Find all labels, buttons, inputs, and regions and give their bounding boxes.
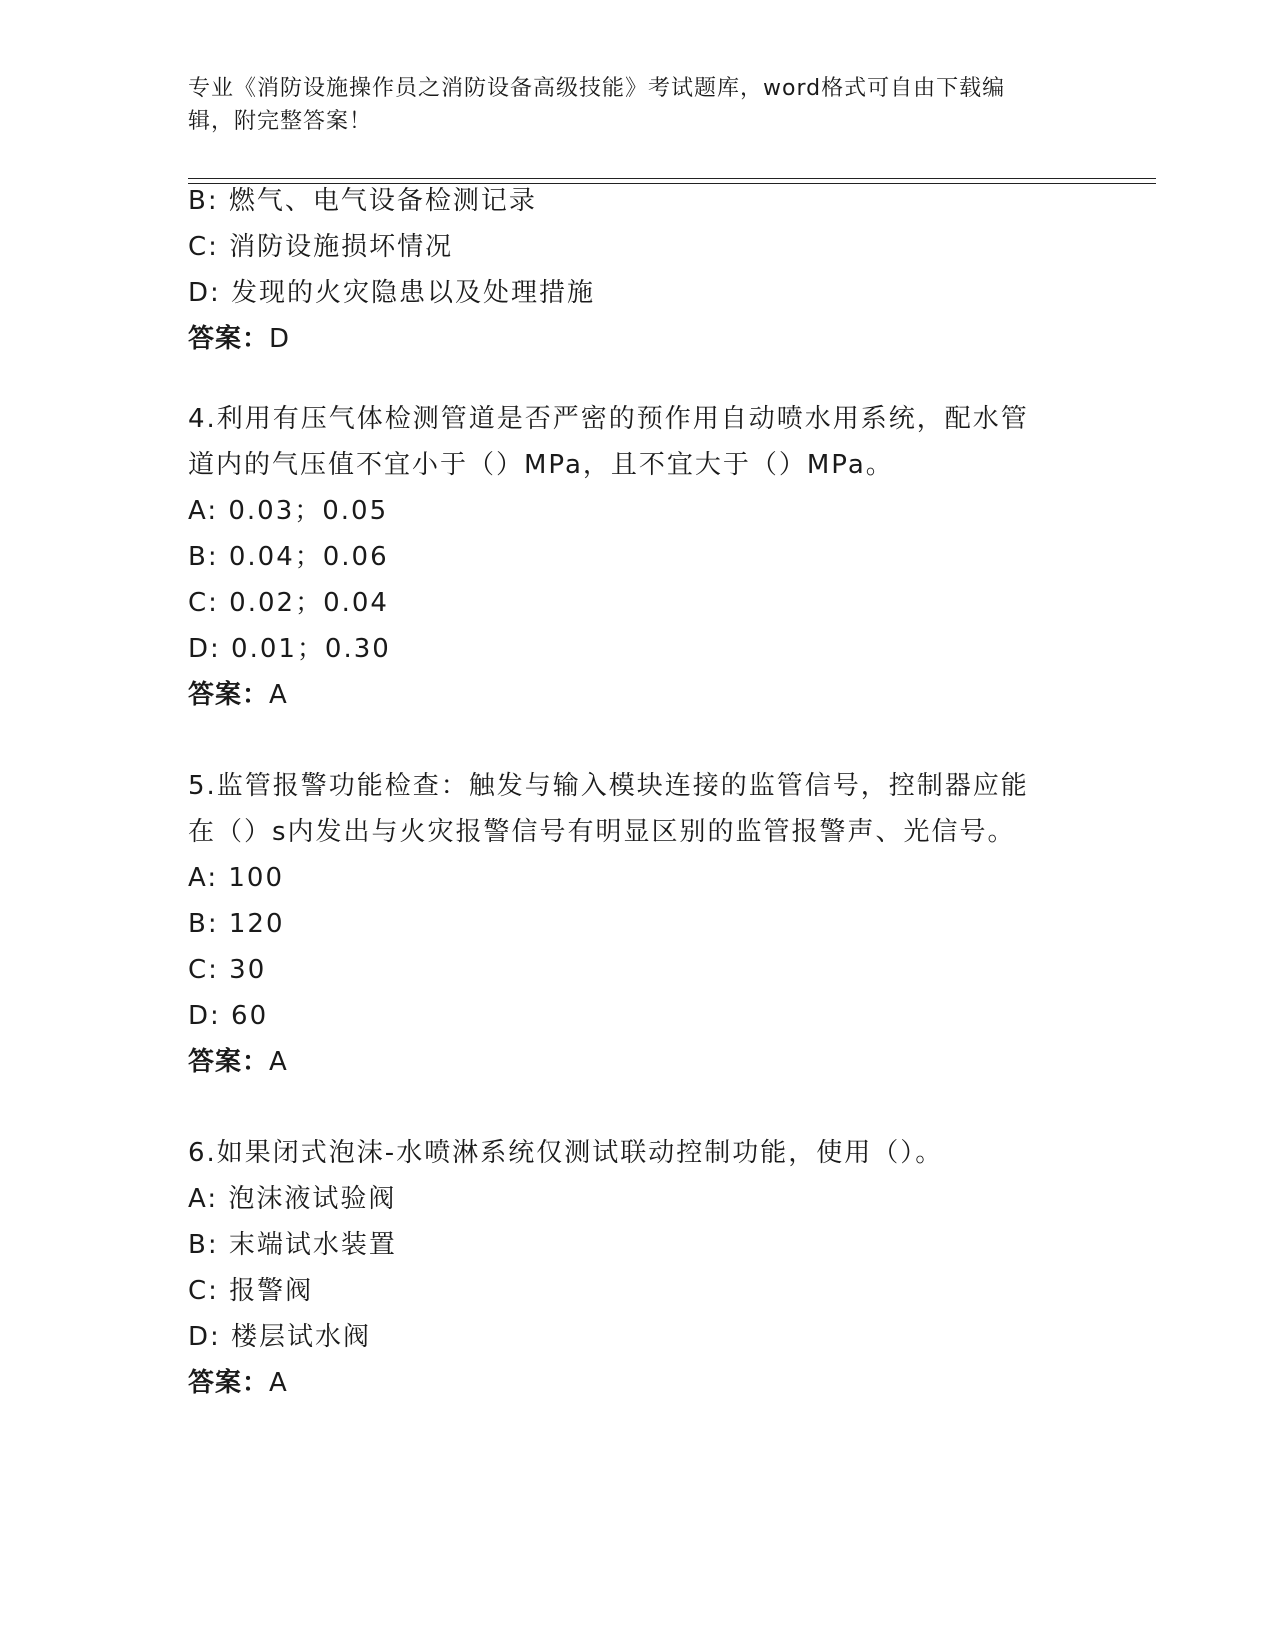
option-d: D: 楼层试水阀 <box>188 1322 372 1352</box>
question-6 <box>188 1130 1088 1406</box>
option-d: D: 0.01；0.30 <box>188 634 391 664</box>
answer <box>188 672 1088 718</box>
answer <box>188 1360 1088 1406</box>
option-d: D: 发现的火灾隐患以及处理措施 <box>188 278 596 308</box>
answer-label: 答案： <box>188 1047 270 1077</box>
answer-value: D <box>269 324 291 354</box>
option-c: C: 消防设施损坏情况 <box>188 232 454 262</box>
answer-label: 答案： <box>188 680 270 710</box>
option-a: A: 泡沫液试验阀 <box>188 1184 397 1214</box>
question-stem-line-1: 5.监管报警功能检查：触发与输入模块连接的监管信号，控制器应能 <box>188 771 1029 801</box>
question-3 <box>188 178 1088 362</box>
header-line-2: 辑，附完整答案！ <box>188 109 373 134</box>
option-b: B: 120 <box>188 909 285 939</box>
question-4 <box>188 396 1088 718</box>
question-stem-line-1: 6.如果闭式泡沫-水喷淋系统仅测试联动控制功能，使用（）。 <box>188 1138 944 1168</box>
answer-value: A <box>269 1047 288 1077</box>
option-b: B: 末端试水装置 <box>188 1230 397 1260</box>
answer-value: A <box>269 680 288 710</box>
document-header <box>188 72 1068 138</box>
answer-value: A <box>269 1368 288 1398</box>
answer <box>188 316 1088 362</box>
option-a: A: 100 <box>188 863 284 893</box>
header-line-1: 专业《消防设施操作员之消防设备高级技能》考试题库，word格式可自由下载编 <box>188 76 1006 101</box>
question-stem-line-1: 4.利用有压气体检测管道是否严密的预作用自动喷水用系统，配水管 <box>188 404 1029 434</box>
question-5 <box>188 763 1088 1085</box>
option-c: C: 0.02；0.04 <box>188 588 389 618</box>
answer-label: 答案： <box>188 324 270 354</box>
question-stem-line-2: 道内的气压值不宜小于（）MPa，且不宜大于（）MPa。 <box>188 450 894 480</box>
answer <box>188 1039 1088 1085</box>
option-c: C: 报警阀 <box>188 1276 314 1306</box>
option-b: B: 0.04；0.06 <box>188 542 389 572</box>
option-a: A: 0.03；0.05 <box>188 496 389 526</box>
option-c: C: 30 <box>188 955 267 985</box>
question-stem-line-2: 在（）s内发出与火灾报警信号有明显区别的监管报警声、光信号。 <box>188 817 1016 847</box>
option-d: D: 60 <box>188 1001 269 1031</box>
answer-label: 答案： <box>188 1368 270 1398</box>
option-b: B: 燃气、电气设备检测记录 <box>188 186 537 216</box>
